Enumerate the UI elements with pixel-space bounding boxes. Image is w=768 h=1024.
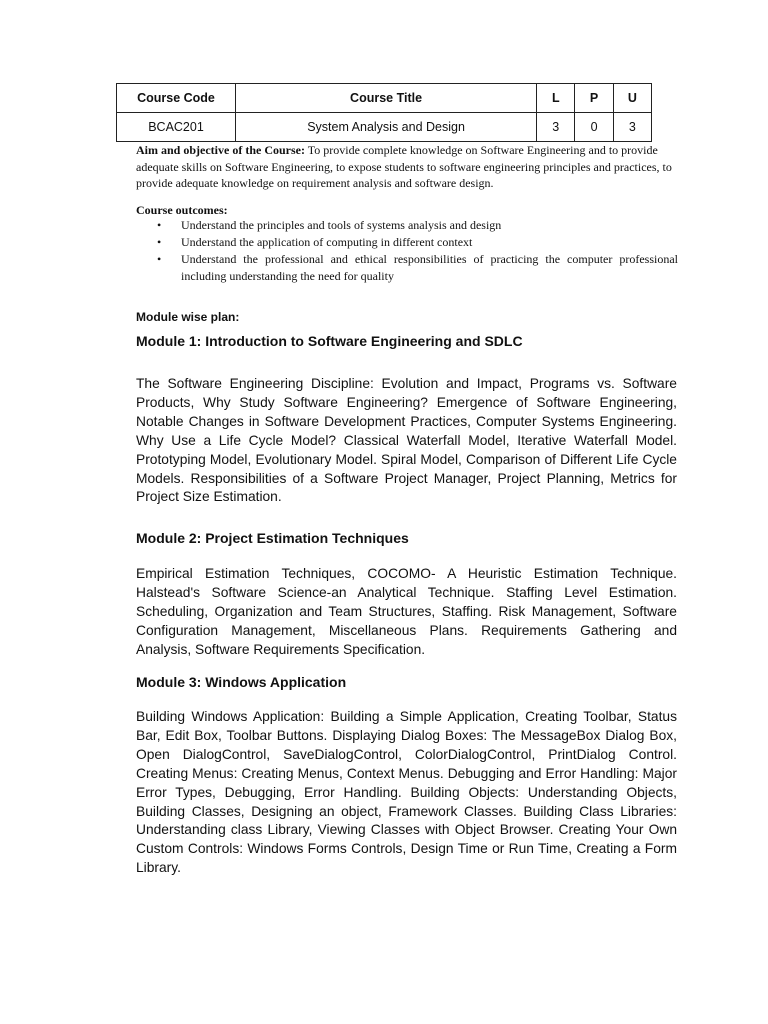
cell-p: 0	[575, 113, 613, 142]
bullet-icon: •	[157, 218, 162, 232]
list-item	[136, 234, 678, 251]
list-item	[136, 251, 678, 285]
aim-text: To provide complete knowledge on Software Engineering and to provide adequate skills on Software Engineering, to expose students to software engineering principles and practices, to provide adequate knowledge on requirement analysis and software design.	[136, 143, 672, 190]
cell-l: 3	[537, 113, 575, 142]
outcome-text: Understand the application of computing in different context	[181, 235, 473, 249]
module-plan-label: Module wise plan:	[136, 310, 240, 324]
cell-u: 3	[613, 113, 651, 142]
module-2-title: Module 2: Project Estimation Techniques	[136, 530, 409, 546]
list-item	[136, 217, 678, 234]
outcome-text: Understand the principles and tools of systems analysis and design	[181, 218, 502, 232]
outcomes-list	[136, 217, 678, 285]
course-table	[116, 83, 652, 142]
module-3-body: Building Windows Application: Building a Simple Application, Creating Toolbar, Status Bar, Edit Box, Toolbar Buttons. Displaying Dialog Boxes: The MessageBox Dialog Box, Open DialogControl, SaveDialogControl, ColorDialogControl, PrintDialog Control. Creating Menus: Creating Menus, Context Menus. Debugging and Error Handling: Major Error Types, Debugging, Error Handling. Building Objects: Understanding Objects, Building Classes, Designing an object, Framework Classes. Building Class Libraries: Understanding class Library, Viewing Classes with Object Browser. Creating Your Own Custom Controls: Windows Forms Controls, Design Time or Run Time, Creating a Form Library.	[136, 709, 677, 876]
module-3-title: Module 3: Windows Application	[136, 674, 347, 690]
header-p: P	[575, 84, 613, 113]
module-2-body: Empirical Estimation Techniques, COCOMO- A Heuristic Estimation Technique. Halstead's Software Science-an Analytical Technique. Staffing Level Estimation. Scheduling, Organization and Team Structures, Staffing. Risk Management, Software Configuration Management, Miscellaneous Plans. Requirements Gathering and Analysis, Software Requirements Specification.	[136, 566, 677, 657]
module-1-body: The Software Engineering Discipline: Evolution and Impact, Programs vs. Software Products, Why Study Software Engineering? Emergence of Software Engineering, Notable Changes in Software Development Practices, Computer Systems Engineering. Why Use a Life Cycle Model? Classical Waterfall Model, Iterative Waterfall Model. Prototyping Model, Evolutionary Model. Spiral Model, Comparison of Different Life Cycle Models. Responsibilities of a Software Project Manager, Project Planning, Metrics for Project Size Estimation.	[136, 376, 677, 505]
bullet-icon: •	[157, 235, 162, 249]
header-course-title: Course Title	[236, 84, 537, 113]
course-table-row	[117, 113, 652, 142]
header-u: U	[613, 84, 651, 113]
outcome-text: Understand the professional and ethical responsibilities of practicing the computer professional including understanding the need for quality	[181, 252, 678, 283]
aim-label: Aim and objective of the Course:	[136, 143, 305, 157]
aim-paragraph	[136, 142, 678, 192]
cell-course-code: BCAC201	[117, 113, 236, 142]
outcomes-heading: Course outcomes:	[136, 203, 228, 217]
cell-course-title: System Analysis and Design	[236, 113, 537, 142]
header-l: L	[537, 84, 575, 113]
module-1-title: Module 1: Introduction to Software Engineering and SDLC	[136, 333, 523, 349]
bullet-icon: •	[157, 252, 162, 266]
header-course-code: Course Code	[117, 84, 236, 113]
course-table-header-row	[117, 84, 652, 113]
